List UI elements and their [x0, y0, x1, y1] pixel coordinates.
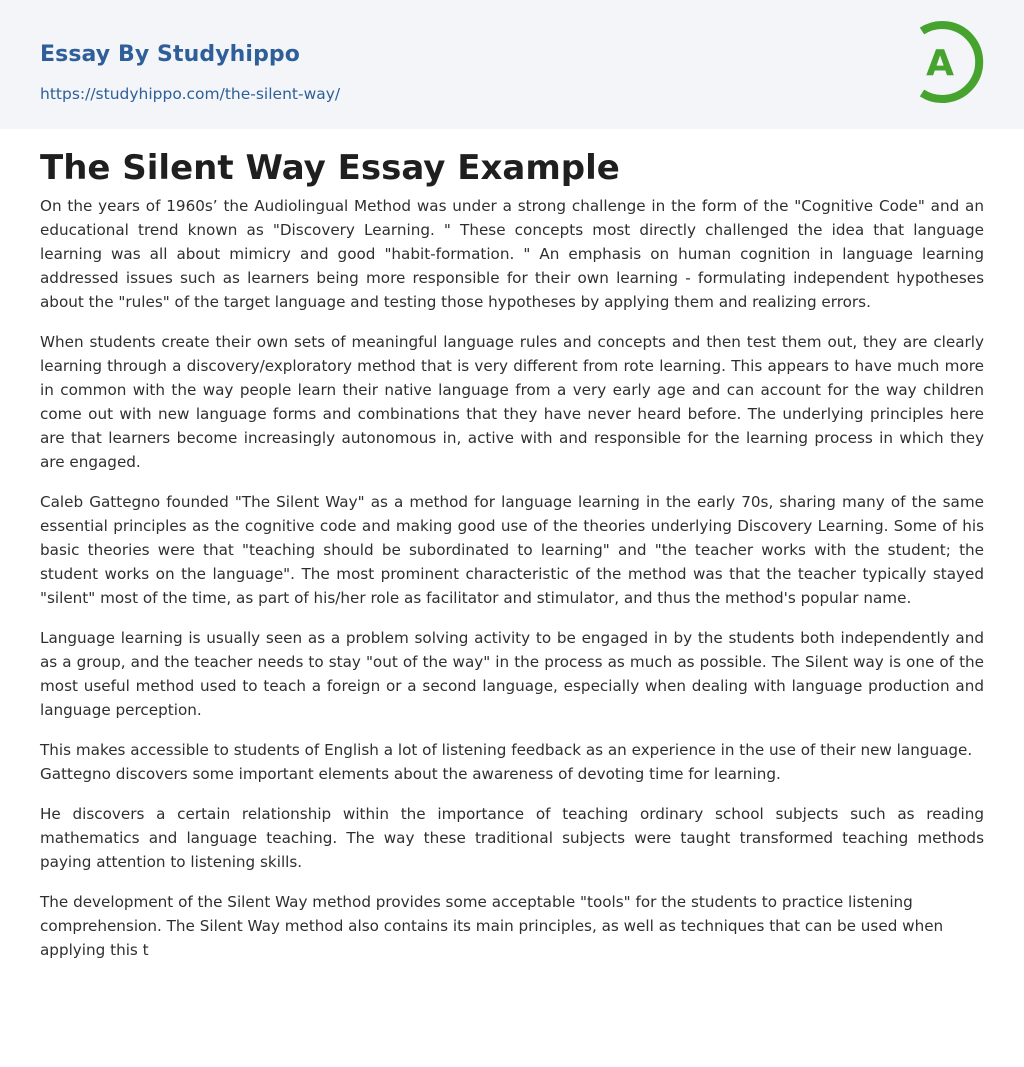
site-header [0, 0, 1024, 129]
logo-letter: A [926, 43, 954, 84]
essay-url-link[interactable]: https://studyhippo.com/the-silent-way/ [40, 85, 341, 103]
essay-body [40, 194, 984, 978]
essay-paragraph: On the years of 1960s’ the Audiolingual Method was under a strong challenge in the form of the "Cognitive Code" and an educational trend known as "Discovery Learning. " These concepts most directly challenged the idea that language learning was all about mimicry and good "habit-formation. " An emphasis on human cognition in language learning addressed issues such as learners being more responsible for their own learning - formulating independent hypotheses about the "rules" of the target language and testing those hypotheses by applying them and realizing errors. [40, 197, 984, 311]
essay-paragraph: This makes accessible to students of English a lot of listening feedback as an experience in the use of their new language. Gattegno discovers some important elements about the awareness of devoting time for learning. [40, 741, 973, 783]
page-title: The Silent Way Essay Example [40, 148, 620, 188]
essay-paragraph: He discovers a certain relationship within the importance of teaching ordinary school subjects such as reading mathematics and language teaching. The way these traditional subjects were taught transformed teaching methods paying attention to listening skills. [40, 805, 984, 871]
studyhippo-logo-icon[interactable] [912, 19, 986, 105]
brand-title[interactable]: Essay By Studyhippo [40, 42, 300, 67]
essay-paragraph: Caleb Gattegno founded "The Silent Way" as a method for language learning in the early 70s, sharing many of the same essential principles as the cognitive code and making good use of the theories underlying Discovery Learning. Some of his basic theories were that "teaching should be subordinated to learning" and "the teacher works with the student; the student works on the language". The most prominent characteristic of the method was that the teacher typically stayed "silent" most of the time, as part of his/her role as facilitator and stimulator, and thus the method's popular name. [40, 493, 984, 607]
essay-paragraph: The development of the Silent Way method provides some acceptable "tools" for the students to practice listening comprehension. The Silent Way method also contains its main principles, as well as techniques that can be used when applying this t [40, 893, 944, 959]
essay-paragraph: Language learning is usually seen as a problem solving activity to be engaged in by the students both independently and as a group, and the teacher needs to stay "out of the way" in the process as much as possible. The Silent way is one of the most useful method used to teach a foreign or a second language, especially when dealing with language production and language perception. [40, 629, 984, 719]
essay-paragraph: When students create their own sets of meaningful language rules and concepts and then test them out, they are clearly learning through a discovery/exploratory method that is very different from rote learning. This appears to have much more in common with the way people learn their native language from a very early age and can account for the way children come out with new language forms and combinations that they have never heard before. The underlying principles here are that learners become increasingly autonomous in, active with and responsible for the learning process in which they are engaged. [40, 333, 984, 471]
